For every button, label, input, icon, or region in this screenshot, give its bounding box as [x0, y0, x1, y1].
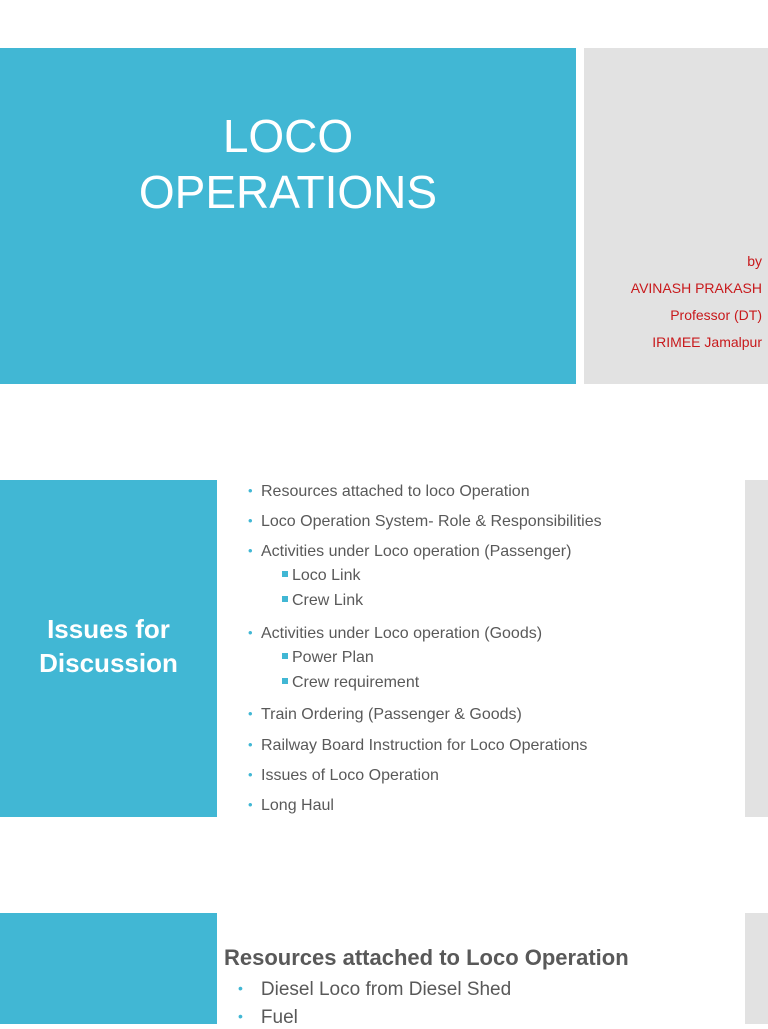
author-designation: Professor (DT): [670, 307, 762, 323]
square-bullet-icon: [282, 596, 288, 602]
bullet-icon: •: [248, 706, 253, 721]
author-institute: IRIMEE Jamalpur: [652, 334, 762, 350]
issues-slide: [0, 480, 768, 817]
list-item: [248, 483, 530, 501]
slide-title: [0, 108, 576, 220]
list-item-label: Activities under Loco operation (Goods): [261, 625, 543, 642]
list-item-label: Resources attached to loco Operation: [261, 483, 530, 500]
sub-item-label: Power Plan: [292, 649, 374, 666]
sub-list-item: [282, 567, 361, 585]
author-panel: [584, 48, 768, 384]
bullet-icon: •: [248, 797, 253, 812]
side-strip: [745, 480, 768, 817]
resources-panel: [0, 913, 217, 1024]
square-bullet-icon: [282, 571, 288, 577]
list-item: [248, 767, 439, 785]
list-item: [248, 543, 571, 561]
bullet-icon: •: [248, 513, 253, 528]
sub-item-label: Crew Link: [292, 592, 364, 609]
title-line-1: LOCO: [222, 110, 354, 162]
bullet-icon: •: [238, 980, 243, 996]
title-line-2: OPERATIONS: [138, 166, 438, 218]
list-item-label: Fuel: [260, 1007, 298, 1028]
list-item-label: Long Haul: [261, 797, 334, 814]
sub-item-label: Crew requirement: [292, 674, 420, 691]
author-block: [631, 248, 762, 356]
issues-title-line-1: Issues for: [47, 614, 170, 644]
list-item: [248, 706, 522, 724]
bullet-icon: •: [248, 625, 253, 640]
bullet-icon: •: [248, 543, 253, 558]
resources-heading: Resources attached to Loco Operation: [224, 945, 629, 970]
title-panel: [0, 48, 576, 384]
issues-panel: [0, 480, 217, 817]
list-item-label: Railway Board Instruction for Loco Operations: [261, 737, 588, 754]
sub-item-label: Loco Link: [292, 567, 361, 584]
sub-list-item: [282, 592, 363, 610]
square-bullet-icon: [282, 653, 288, 659]
side-strip: [745, 913, 768, 1024]
bullet-icon: •: [238, 1008, 243, 1024]
bullet-icon: •: [248, 767, 253, 782]
list-item-label: Activities under Loco operation (Passenger): [261, 543, 572, 560]
sub-list-item: [282, 649, 374, 667]
bullet-icon: •: [248, 737, 253, 752]
issues-title: [0, 612, 217, 680]
bullet-icon: •: [248, 483, 253, 498]
issues-title-line-2: Discussion: [39, 648, 178, 678]
author-by: by: [747, 253, 762, 269]
list-item-label: Diesel Loco from Diesel Shed: [260, 979, 512, 1000]
author-name: AVINASH PRAKASH: [630, 280, 762, 296]
list-item: [248, 737, 587, 755]
list-item: [248, 513, 602, 531]
list-item-label: Train Ordering (Passenger & Goods): [261, 706, 522, 723]
list-item-label: Issues of Loco Operation: [261, 767, 439, 784]
list-item: [238, 1007, 298, 1029]
list-item: [248, 797, 334, 815]
sub-list-item: [282, 674, 419, 692]
list-item-label: Loco Operation System- Role & Responsibilities: [261, 513, 602, 530]
resources-slide: [0, 913, 768, 1028]
square-bullet-icon: [282, 678, 288, 684]
title-slide: [0, 48, 768, 384]
list-item: [248, 625, 542, 643]
list-item: [238, 979, 511, 1001]
